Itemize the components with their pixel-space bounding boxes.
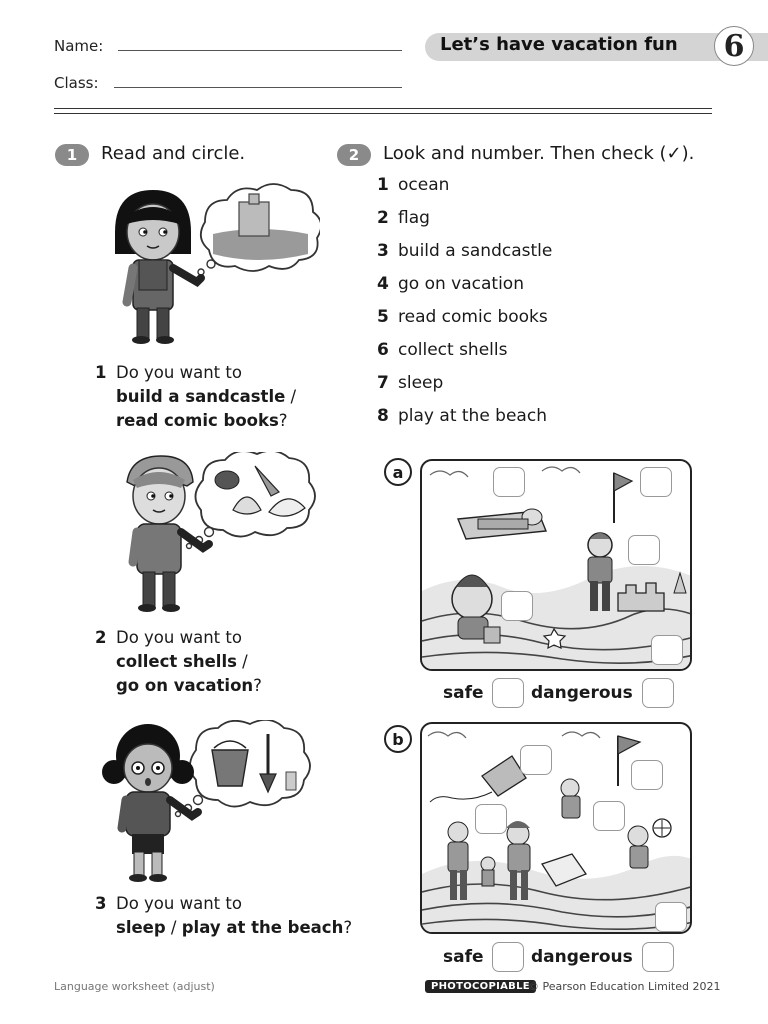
footer-worksheet-type: Language worksheet (adjust) (54, 980, 215, 993)
bucket-icon (212, 750, 248, 786)
section-1-number: 1 (55, 144, 89, 166)
scene-a-safe-label: safe (443, 683, 484, 703)
scene-a-safe-checkbox[interactable] (492, 678, 524, 708)
scene-a-number-box-4[interactable] (501, 591, 533, 621)
scene-a-number-box-2[interactable] (640, 467, 672, 497)
copyright-text: © Pearson Education Limited 2021 (528, 980, 721, 993)
scene-b-safe-label: safe (443, 947, 484, 967)
question-2-option-b[interactable]: go on vacation (116, 676, 254, 695)
thought-cloud-2 (195, 452, 315, 537)
class-field[interactable] (114, 87, 402, 88)
list-item: 7 sleep (377, 373, 444, 393)
photocopiable-badge: PHOTOCOPIABLE (425, 980, 536, 993)
scene-a-number-box-3[interactable] (628, 535, 660, 565)
question-1-option-b[interactable]: read comic books (116, 411, 279, 430)
scene-b (420, 722, 692, 934)
question-1-prompt: Do you want to (116, 363, 242, 382)
section-2-title: Look and number. Then check (✓). (383, 143, 695, 164)
girl-bucket-illustration (100, 720, 320, 885)
beach-scene-b-illustration (422, 724, 692, 934)
scene-a-label: a (384, 458, 412, 486)
question-2-prompt: Do you want to (116, 628, 242, 647)
list-item: 3 build a sandcastle (377, 241, 553, 261)
section-2-number: 2 (337, 144, 371, 166)
question-1: 1 Do you want to build a sandcastle / read comic books? (95, 363, 297, 430)
sandcastle-icon (239, 202, 269, 236)
question-2-number: 2 (95, 628, 107, 647)
worksheet-title: Let’s have vacation fun (440, 34, 678, 55)
scene-b-dangerous-label: dangerous (531, 947, 633, 967)
flag-icon (618, 736, 640, 754)
question-1-number: 1 (95, 363, 107, 382)
scene-b-number-box-4[interactable] (593, 801, 625, 831)
class-label: Class: (54, 74, 99, 92)
list-item: 5 read comic books (377, 307, 548, 327)
scene-a-number-box-5[interactable] (651, 635, 683, 665)
question-1-option-a[interactable]: build a sandcastle (116, 387, 286, 406)
question-3-prompt: Do you want to (116, 894, 242, 913)
scene-b-label: b (384, 725, 412, 753)
scene-a-dangerous-checkbox[interactable] (642, 678, 674, 708)
list-item: 1 ocean (377, 175, 450, 195)
question-2: 2 Do you want to collect shells / go on vacation? (95, 628, 262, 695)
question-3-option-a[interactable]: sleep (116, 918, 166, 937)
question-3-number: 3 (95, 894, 107, 913)
scene-b-safe-checkbox[interactable] (492, 942, 524, 972)
name-field[interactable] (118, 50, 402, 51)
scene-b-number-box-2[interactable] (631, 760, 663, 790)
question-3-option-b[interactable]: play at the beach (181, 918, 344, 937)
list-item: 4 go on vacation (377, 274, 524, 294)
question-2-option-a[interactable]: collect shells (116, 652, 237, 671)
list-item: 8 play at the beach (377, 406, 547, 426)
boy-shells-illustration (115, 452, 320, 617)
flag-icon (614, 473, 632, 491)
header-divider (54, 108, 712, 114)
question-3: 3 Do you want to sleep / play at the beach? (95, 894, 353, 937)
scene-a-number-box-1[interactable] (493, 467, 525, 497)
list-item: 6 collect shells (377, 340, 508, 360)
shell-icon (215, 471, 239, 489)
name-label: Name: (54, 37, 104, 55)
thought-cloud-3 (190, 720, 310, 807)
scene-b-number-box-3[interactable] (475, 804, 507, 834)
scene-b-number-box-1[interactable] (520, 745, 552, 775)
unit-number: 6 (714, 26, 754, 66)
scene-b-dangerous-checkbox[interactable] (642, 942, 674, 972)
girl-sandcastle-illustration (105, 182, 320, 347)
scene-b-number-box-5[interactable] (655, 902, 687, 932)
list-item: 2 flag (377, 208, 430, 228)
scene-a-dangerous-label: dangerous (531, 683, 633, 703)
section-1-title: Read and circle. (101, 143, 246, 164)
